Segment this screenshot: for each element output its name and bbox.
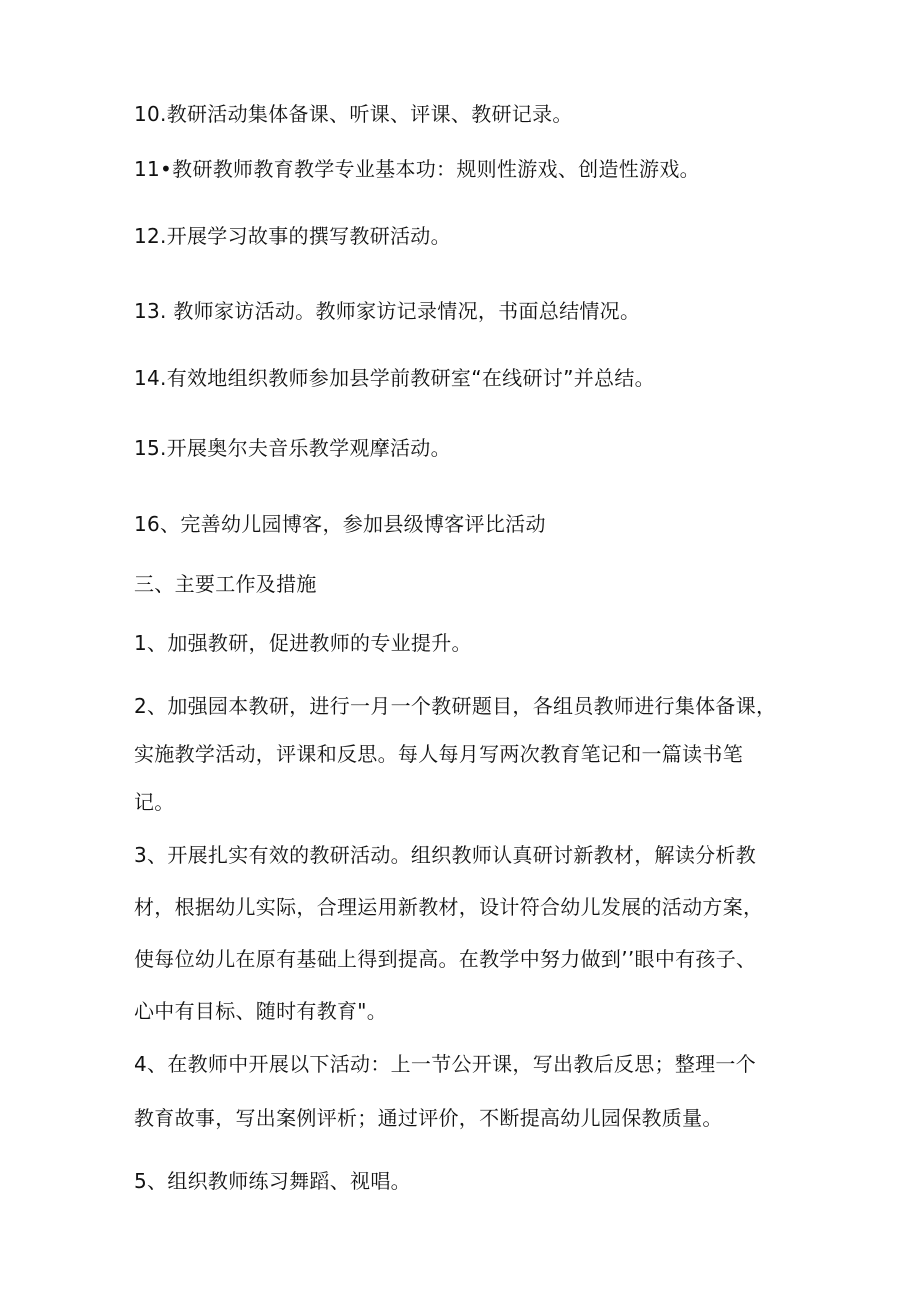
measure-3 (134, 832, 824, 1034)
measure-1: 1、加强教研，促进教师的专业提升。 (134, 631, 472, 655)
measure-2-line: 记。 (134, 790, 175, 814)
measure-5: 5、组织教师练习舞蹈、视唱。 (134, 1169, 411, 1193)
measure-3-line: 使每位幼儿在原有基础上得到提高。在教学中努力做到’’眼中有孩子、 (134, 947, 757, 971)
measure-3-line: 材，根据幼儿实际，合理运用新教材，设计符合幼儿发展的活动方案， (134, 895, 764, 919)
item-16: 16、完善幼儿园博客，参加县级博客评比活动 (134, 512, 546, 536)
section-heading-3: 三、主要工作及措施 (134, 572, 317, 596)
measure-4-line: 教育故事，写出案例评析；通过评价，不断提高幼儿园保教质量。 (134, 1106, 723, 1130)
measure-4 (134, 1041, 824, 1141)
measure-3-line: 3、开展扎实有效的教研活动。组织教师认真研讨新教材，解读分析教 (134, 843, 757, 867)
item-11: 11•教研教师教育教学专业基本功：规则性游戏、创造性游戏。 (134, 157, 700, 181)
item-13: 13. 教师家访活动。教师家访记录情况，书面总结情况。 (134, 299, 641, 323)
item-12: 12.开展学习故事的撰写教研活动。 (134, 224, 451, 248)
measure-2-line: 2、加强园本教研，进行一月一个教研题目，各组员教师进行集体备课， (134, 694, 777, 718)
item-10: 10.教研活动集体备课、听课、评课、教研记录。 (134, 102, 573, 126)
item-15: 15.开展奥尔夫音乐教学观摩活动。 (134, 436, 451, 460)
measure-4-line: 4、在教师中开展以下活动：上一节公开课，写出教后反思；整理一个 (134, 1052, 757, 1076)
measure-3-line: 心中有目标、随时有教育"。 (134, 999, 388, 1023)
measure-2-line: 实施教学活动，评课和反思。每人每月写两次教育笔记和一篇读书笔 (134, 742, 743, 766)
item-14: 14.有效地组织教师参加县学前教研室“在线研讨”并总结。 (134, 366, 655, 390)
measure-2 (134, 683, 824, 825)
